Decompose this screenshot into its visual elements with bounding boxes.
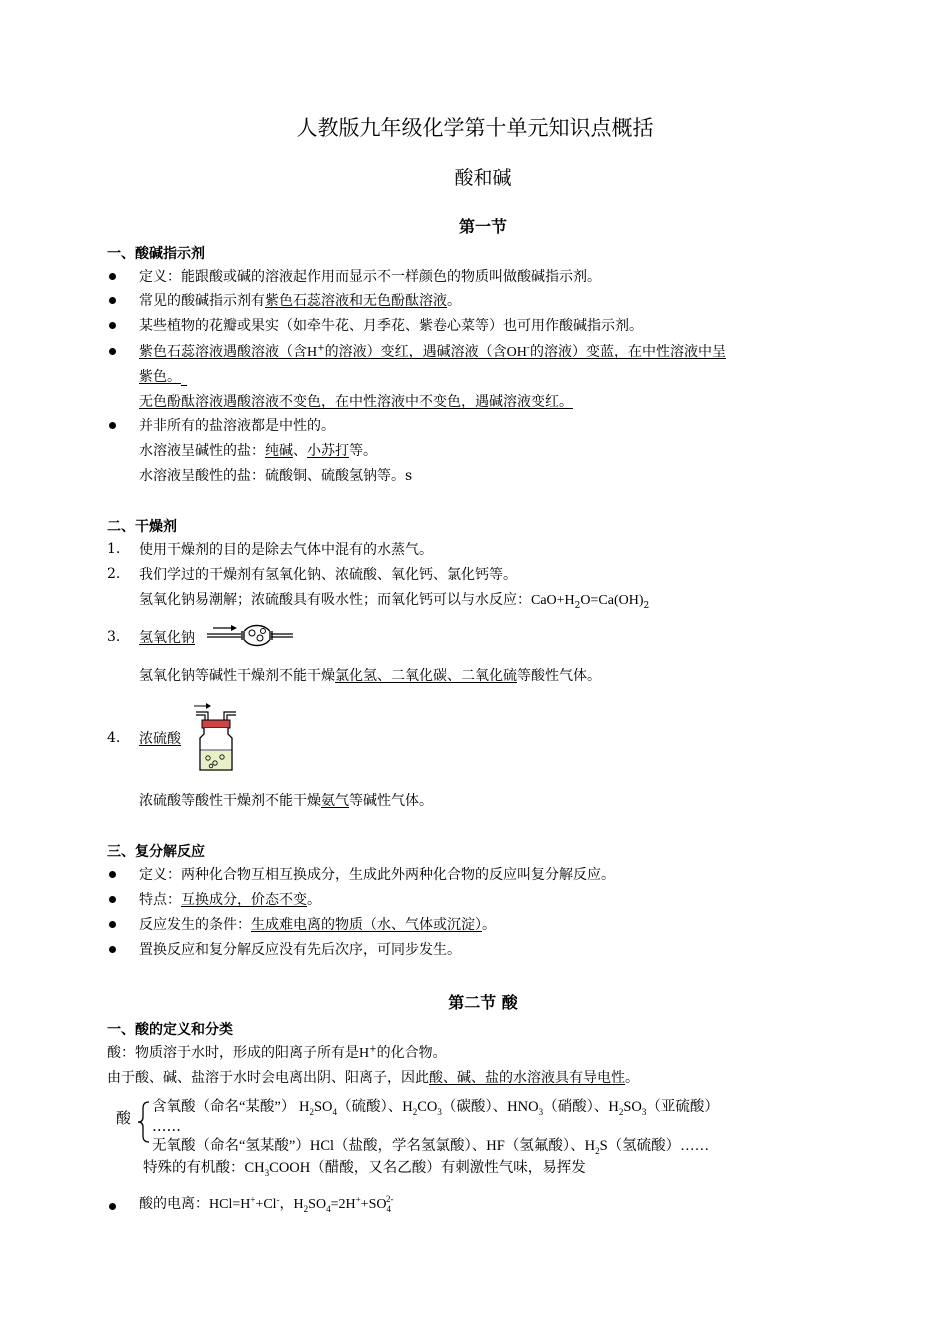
- acid-definition: [107, 1044, 447, 1063]
- subscript: 2: [412, 1106, 418, 1117]
- litmus-behavior: [139, 343, 726, 362]
- bullet-dot: [109, 348, 116, 355]
- bullet-dot: [109, 297, 116, 304]
- text: 。: [447, 293, 461, 309]
- underlined-text: 氢氧化钠: [139, 630, 195, 646]
- h2so4-limitation: [139, 792, 433, 810]
- text: 的化合物。: [376, 1045, 447, 1061]
- text: 常见的酸碱指示剂有: [139, 293, 265, 309]
- acid-class-label: 酸: [116, 1109, 132, 1127]
- subscript: 2: [618, 1106, 624, 1117]
- text: +Cl: [255, 1197, 277, 1212]
- classification-brace: [137, 1100, 151, 1144]
- bullet-dot: [109, 273, 116, 280]
- formula: H: [307, 345, 318, 360]
- text: 反应发生的条件：: [139, 917, 251, 933]
- text: SO: [623, 1099, 642, 1115]
- conductivity-note: [107, 1069, 639, 1087]
- subscript: 2: [643, 600, 650, 611]
- text: 。: [307, 892, 321, 908]
- superscript: +: [369, 1044, 377, 1055]
- bullet-dot: [109, 422, 116, 429]
- subscript: 3: [538, 1106, 544, 1117]
- alkaline-salts: [139, 442, 377, 460]
- underlined-text: 紫色。: [139, 369, 181, 385]
- text: 无氧酸（命名“氢某酸”）HCl（盐酸，学名氢氯酸）、HF（氢氟酸）、H: [152, 1138, 596, 1154]
- text: 氢氧化钠易潮解；浓硫酸具有吸水性；而氧化钙可以与水反应：: [139, 592, 531, 608]
- subscript: 4: [326, 1203, 331, 1214]
- section1-title: 第一节: [458, 217, 507, 236]
- underlined-text: 无色酚酞溶液遇酸溶液不变色，在中性溶液中不变色，遇碱溶液变红。: [139, 394, 573, 410]
- salt-solutions: 并非所有的盐溶液都是中性的。: [139, 418, 335, 434]
- underlined-text: [139, 344, 726, 360]
- text: 等碱性气体。: [349, 793, 433, 809]
- text: 由于酸、碱、盐溶于水时会电离出阴、阳离子，因此: [107, 1070, 429, 1086]
- double-displacement-feature: [139, 891, 321, 909]
- text: 含氧酸（命名“某酸”） H: [152, 1099, 310, 1115]
- bullet-dot: [109, 946, 116, 953]
- acidic-salts: 水溶液呈酸性的盐：硫酸铜、硫酸氢钠等。s: [139, 468, 413, 484]
- item-number: 2.: [107, 566, 121, 582]
- formula: OH: [506, 345, 527, 360]
- formula: H: [359, 1046, 370, 1061]
- text: 等酸性气体。: [517, 668, 601, 684]
- superscript: +: [317, 343, 325, 354]
- non-oxyacids-line: [152, 1137, 709, 1155]
- text: 的溶液）变蓝，在中性溶液中呈: [529, 344, 726, 360]
- common-indicators: [139, 292, 461, 310]
- desiccant-list: 我们学过的干燥剂有氢氧化钠、浓硫酸、氧化钙、氯化钙等。: [139, 567, 517, 583]
- sodium-hydroxide-label: [139, 629, 195, 647]
- section2-title: 第二节 酸: [448, 993, 518, 1012]
- text: 。: [625, 1070, 639, 1086]
- superscript: -: [276, 1194, 280, 1205]
- text: =2H: [330, 1197, 356, 1212]
- item-number: 1.: [107, 541, 121, 557]
- part3-heading: 三、复分解反应: [107, 844, 205, 860]
- text: CO: [417, 1099, 438, 1115]
- litmus-behavior-line2: [139, 368, 187, 386]
- text: 特点：: [139, 892, 181, 908]
- text: 浓硫酸等酸性干燥剂不能干燥: [139, 793, 321, 809]
- text: 酸：物质溶于水时，形成的阳离子所有是: [107, 1045, 359, 1061]
- underlined-text: 互换成分，价态不变: [181, 892, 307, 908]
- drying-tube-icon: [205, 622, 295, 650]
- naoh-limitation: [139, 667, 601, 685]
- page-title: 人教版九年级化学第十单元知识点概括: [296, 116, 654, 140]
- underlined-text: 酸、碱、盐的水溶液具有导电性: [429, 1070, 625, 1086]
- sulfuric-acid-label: [139, 730, 181, 748]
- oxyacids-line: [152, 1098, 719, 1116]
- item-number: 4.: [107, 730, 121, 746]
- plant-indicators: 某些植物的花瓣或果实（如牵牛花、月季花、紫卷心菜等）也可用作酸碱指示剂。: [139, 318, 643, 334]
- underlined-text: 紫色石蕊溶液和无色酚酞溶液: [265, 293, 447, 309]
- underlined-text: 纯碱: [265, 443, 293, 459]
- part1-heading: 一、酸碱指示剂: [107, 246, 205, 262]
- organic-acid-line: [143, 1159, 586, 1177]
- subscript: 2: [574, 600, 581, 611]
- text: 。: [482, 917, 496, 933]
- superscript: +: [250, 1194, 256, 1205]
- superscript: +: [355, 1194, 361, 1205]
- subscript: 4: [386, 1203, 391, 1214]
- text: 的溶液）变红，遇碱溶液（含: [324, 344, 507, 360]
- text: 氢氧化钠等碱性干燥剂不能干燥: [139, 668, 335, 684]
- bullet-dot: [109, 896, 116, 903]
- bullet-dot: [109, 921, 116, 928]
- formula: O=Ca(OH): [580, 593, 644, 608]
- text: （碳酸）、HNO: [441, 1099, 539, 1115]
- text: SO: [313, 1099, 333, 1115]
- subscript: 4: [332, 1106, 338, 1117]
- text: SO: [308, 1197, 327, 1212]
- bullet-dot: [109, 1203, 116, 1210]
- indicator-definition: 定义：能跟酸或碱的溶液起作用而显示不一样颜色的物质叫做酸碱指示剂。: [139, 269, 601, 285]
- part2-heading: 二、干燥剂: [107, 519, 177, 535]
- gas-washing-bottle-icon: [192, 702, 240, 774]
- underlined-text: 氯化氢、二氧化碳、二氧化硫: [335, 668, 517, 684]
- subscript: 3: [641, 1106, 647, 1117]
- underlined-text: 小苏打: [307, 443, 349, 459]
- text: 特殊的有机酸：CH: [143, 1160, 265, 1176]
- phenolphthalein-behavior: [139, 393, 573, 411]
- desiccant-purpose: 使用干燥剂的目的是除去气体中混有的水蒸气。: [139, 542, 433, 558]
- text: 、: [293, 443, 307, 459]
- oxyacids-ellipsis: ……: [152, 1119, 181, 1135]
- double-displacement-definition: 定义：两种化合物互相互换成分，生成此外两种化合物的反应叫复分解反应。: [139, 867, 615, 883]
- text: 等。: [349, 443, 377, 459]
- reaction-order-note: 置换反应和复分解反应没有先后次序，可同步发生。: [139, 942, 461, 958]
- subscript: 3: [264, 1167, 270, 1178]
- formula: CaO+H: [531, 593, 575, 608]
- text: （硝酸）、H: [543, 1099, 619, 1115]
- text: 酸的电离：HCl=H: [139, 1197, 251, 1212]
- text: 水溶液呈碱性的盐：: [139, 443, 265, 459]
- text: ，H: [279, 1197, 304, 1212]
- double-displacement-condition: [139, 916, 496, 934]
- underlined-text: 生成难电离的物质（水、气体或沉淀）: [251, 917, 482, 933]
- item-number: 3.: [107, 629, 121, 645]
- text: +SO: [360, 1197, 387, 1212]
- text: （亚硫酸）: [646, 1099, 719, 1115]
- superscript: 2-: [385, 1194, 394, 1205]
- subscript: 2: [595, 1145, 600, 1156]
- underlined-text: 氨气: [321, 793, 349, 809]
- page-subtitle: 酸和碱: [454, 167, 512, 189]
- text: COOH（醋酸，又名乙酸）有刺激性气味，易挥发: [269, 1160, 586, 1176]
- text: 紫色石蕊溶液遇酸溶液（含: [139, 344, 307, 360]
- subscript: 2: [303, 1203, 309, 1214]
- text: S（氢硫酸）……: [599, 1138, 710, 1154]
- bullet-dot: [109, 871, 116, 878]
- acid-definition-heading: 一、酸的定义和分类: [107, 1022, 233, 1038]
- subscript: 2: [309, 1106, 314, 1117]
- desiccant-properties: [139, 591, 649, 610]
- superscript: -: [526, 343, 530, 354]
- bullet-dot: [109, 322, 116, 329]
- text: （硫酸）、H: [337, 1099, 413, 1115]
- underlined-text: 浓硫酸: [139, 731, 181, 747]
- subscript: 3: [437, 1106, 442, 1117]
- acid-ionization: [139, 1196, 393, 1214]
